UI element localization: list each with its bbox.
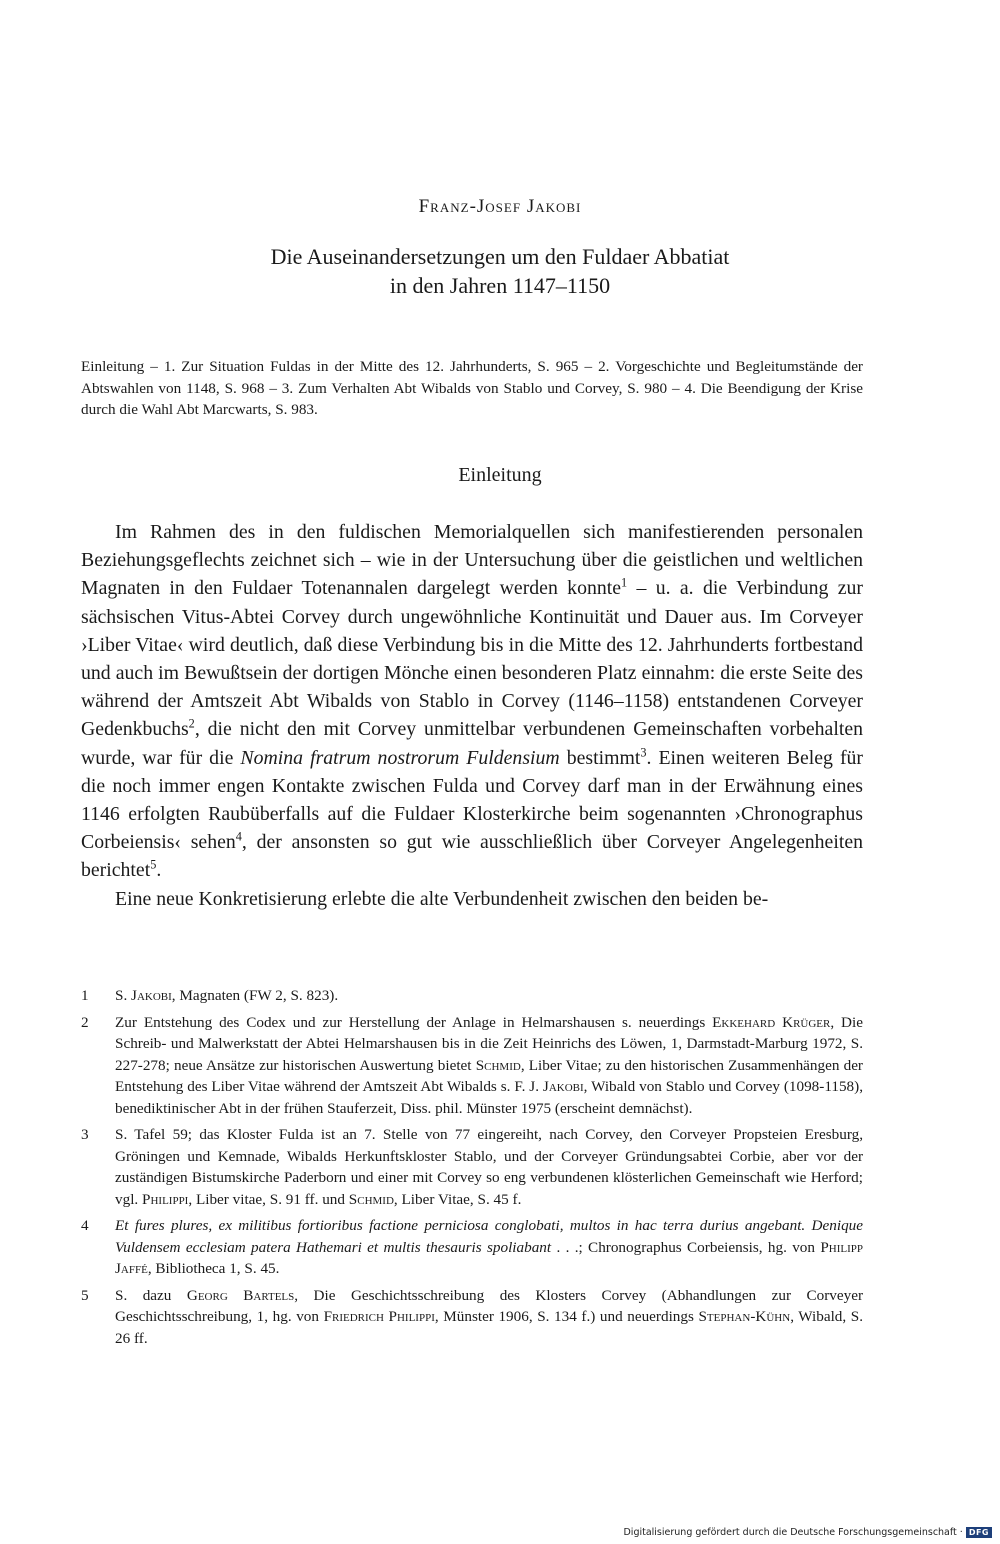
footnote — [81, 1124, 863, 1210]
footnote-ref: 3 — [640, 745, 647, 760]
footnote-text: , Wibald von Stablo und Corvey (1098-1158), benediktinischer Abt in der frühen Stauferzeit, Diss. phil. Münster 1975 (erscheint demnächst). — [115, 1078, 864, 1117]
footnote-text: Philippi — [142, 1190, 189, 1208]
footnote-text: Schmid — [475, 1056, 521, 1074]
footnote-text: Jakobi — [131, 987, 172, 1004]
text-run: . Einen weiteren Beleg für die noch immer engen Kontakte zwischen Fulda und Corvey darf man in der Erwähnung eines 1146 erfolgten Raubüberfalls auf die Fuldaer Klosterkirche beim sogenannten ›Chronographus Corbeiensis‹ sehen — [81, 746, 864, 854]
title-line-2: in den Jahren 1147–1150 — [389, 273, 611, 298]
footnote-text: Georg Bartels — [186, 1286, 295, 1304]
footnote-text: Ekkehard Krüger — [712, 1013, 831, 1031]
footnote-text: S. Tafel 59; das Kloster Fulda ist an 7. Stelle von 77 eingereiht, nach Corvey, den Corveyer Propsteien Eresburg, Gröningen und Kemnade, Wibalds Herkunftskloster Stablo, und der Corveyer Gründungsabtei Corbie, aber vor der zuständigen Bistumskirche Paderborn und einer mit Corvey so eng verbundenen klösterlichen Gemeinschaft wie Herford; vgl. — [115, 1126, 863, 1208]
footnote-ref: 4 — [235, 829, 242, 844]
footnote-text: , Liber vitae, S. 91 ff. und — [188, 1190, 349, 1208]
footnote-text: S. dazu — [115, 1286, 187, 1304]
footnote-text: , Wibald, S. 26 ff. — [115, 1308, 864, 1347]
footnote-number: 3 — [81, 1126, 89, 1143]
text-run: . — [156, 859, 162, 882]
text-run: , die nicht den mit Corvey unmittelbar verbundenen Gemeinschaften vorbehalten wurde, war für die — [81, 718, 863, 769]
footnotes — [81, 985, 863, 1354]
footnote-number: 1 — [81, 987, 89, 1004]
table-of-contents-summary: Einleitung – 1. Zur Situation Fuldas in der Mitte des 12. Jahrhunderts, S. 965 – 2. Vorgeschichte und Begleitumstände der Abtswahlen von 1148, S. 968 – 3. Zum Verhalten Abt Wibalds von Stablo und Corvey, S. 980 – 4. Die Beendigung der Krise durch die Wahl Abt Marcwarts, S. 983. — [81, 358, 863, 418]
footnote-ref: 2 — [188, 716, 195, 731]
footer-separator: · — [959, 1527, 963, 1538]
footnote-text: , Bibliotheca 1, S. 45. — [147, 1260, 280, 1277]
footnote — [81, 1285, 863, 1350]
paragraph-1 — [81, 518, 863, 885]
footnote-text: Friedrich Philippi — [323, 1308, 435, 1325]
text-run: , der ansonsten so gut wie ausschließlich über Corveyer Angelegenheiten berichtet — [81, 831, 863, 882]
italic-text: Nomina fratrum nostrorum Fuldensium — [240, 746, 560, 769]
text-run: bestimmt — [559, 746, 641, 769]
footnote-text: Zur Entstehung des Codex und zur Herstellung der Anlage in Helmarshausen s. neuerdings — [115, 1013, 713, 1031]
footnote-number: 2 — [81, 1013, 89, 1031]
author-name: Franz-Josef Jakobi — [418, 196, 582, 217]
footnote-text: Et fures plures, ex militibus fortioribus factione perniciosa conglobati, multos in hac terra durius angebant. Denique Vuldensem ecclesiam patera Hathemari et multis thesauris spoliabant — [115, 1217, 863, 1256]
footnote-text: Jakobi — [542, 1078, 584, 1095]
paragraph-2: Eine neue Konkretisierung erlebte die alte Verbundenheit zwischen den beiden be- — [115, 887, 769, 910]
section-heading: Einleitung — [458, 464, 542, 486]
article-title — [100, 242, 900, 300]
text-run: Im Rahmen des in den fuldischen Memorialquellen sich manifestierenden personalen Beziehungsgeflechts zeichnet sich – wie in der Untersuchung über die geistlichen und weltlichen Magnaten in den Fuldaer Totenannalen dargelegt werden konnte — [81, 521, 863, 600]
body-text — [81, 518, 863, 913]
footnote-ref: 1 — [621, 575, 628, 590]
footnote-text: , Die Geschichtsschreibung des Klosters Corvey (Abhandlungen zur Corveyer Geschichtsschreibung, 1, hg. von — [115, 1286, 863, 1325]
footnote-text: , Magnaten (FW 2, S. 823). — [171, 987, 339, 1004]
footnote — [81, 1012, 863, 1120]
dfg-logo-icon: DFG — [966, 1527, 992, 1538]
footnote-number: 5 — [81, 1286, 89, 1304]
footnote — [81, 1215, 863, 1280]
footnote-number: 4 — [81, 1217, 89, 1234]
footnote-text: , Die Schreib- und Malwerkstatt der Abtei Helmarshausen bis in die Zeit Heinrichs des Löwen, 1, Darmstadt-Marburg 1972, S. 227-278; neue Ansätze zur historischen Auswertung bietet — [115, 1013, 863, 1074]
footnote-ref: 5 — [150, 857, 157, 872]
footer-credit-text: Digitalisierung gefördert durch die Deutsche Forschungsgemeinschaft — [623, 1527, 957, 1538]
footnote — [81, 985, 863, 1007]
footnote-text: , Liber Vitae, S. 45 f. — [393, 1190, 522, 1208]
footnote-text: Stephan-Kühn — [698, 1308, 791, 1325]
footnote-text: , Liber Vitae; zu den historischen Zusammenhängen der Entstehung des Liber Vitae während der Amtszeit Abt Wibalds s. F. J. — [115, 1056, 863, 1095]
footer-credit — [623, 1527, 992, 1538]
footnote-text: . . .; Chronographus Corbeiensis, hg. von — [551, 1238, 821, 1256]
footnote-text: , Münster 1906, S. 134 f.) und neuerdings — [434, 1308, 699, 1325]
title-line-1: Die Auseinandersetzungen um den Fuldaer Abbatiat — [270, 244, 730, 269]
footnote-text: S. — [115, 987, 132, 1004]
footnote-text: Philipp Jaffé — [115, 1238, 863, 1277]
footnote-text: Schmid — [348, 1190, 394, 1208]
text-run: – u. a. die Verbindung zur sächsischen Vitus-Abtei Corvey durch ungewöhnliche Kontinuität und Dauer aus. Im Corveyer ›Liber Vitae‹ wird deutlich, daß diese Verbindung bis in die Mitte des 12. Jahrhunderts fortbestand und auch im Bewußtsein der dortigen Mönche einen besonderen Platz einnahm: die erste Seite des während der Amtszeit Abt Wibalds von Stablo in Corvey (1146–1158) entstandenen Corveyer Gedenkbuchs — [81, 577, 863, 741]
